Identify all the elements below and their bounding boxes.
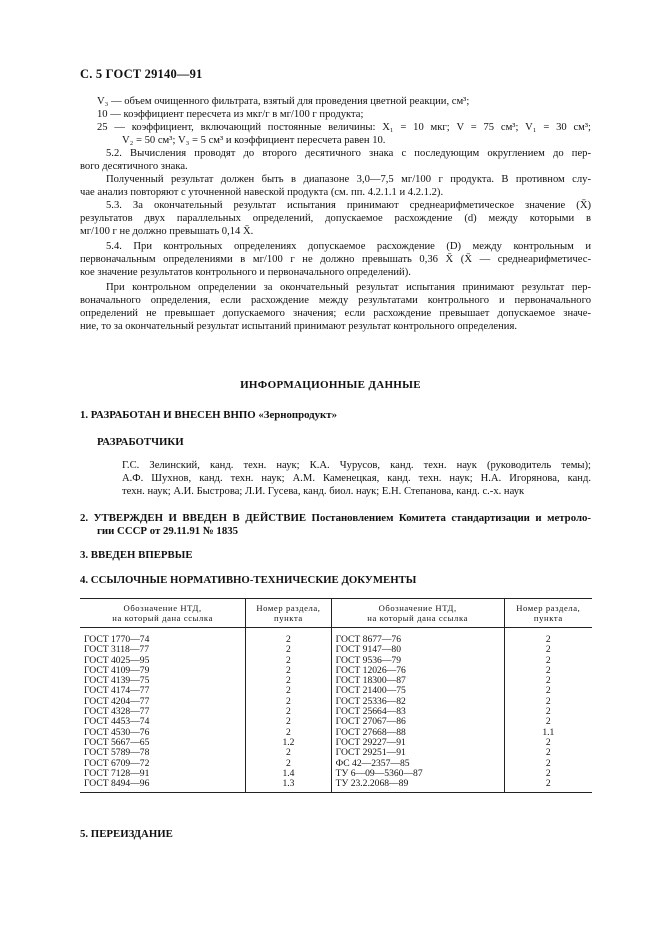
col-header-section-2-line-1: Номер раздела, xyxy=(516,603,581,613)
cell-section-2: 2 xyxy=(504,676,592,686)
para-control-line-3: определений не превышает допускаемого значения; если расхождение превышает допускаемое значе- xyxy=(80,308,591,319)
col-header-designation-2-line-2: на который дана ссылка xyxy=(367,613,469,623)
table-body xyxy=(80,628,592,793)
cell-designation-2: ГОСТ 27668—88 xyxy=(331,728,504,738)
cell-designation-2: ГОСТ 18300—87 xyxy=(331,676,504,686)
cell-designation-2: ГОСТ 12026—76 xyxy=(331,666,504,676)
reference-documents-table xyxy=(80,598,592,793)
para-5-2-line-1: 5.2. Вычисления проводят до второго десятичного знака с последующим округлением до пер- xyxy=(106,148,591,159)
para-control-line-1: При контрольном определении за окончательный результат испытания принимают результат пер- xyxy=(106,282,591,293)
cell-section-2: 2 xyxy=(504,759,592,769)
cell-section: 2 xyxy=(246,748,331,758)
cell-section-2: 2 xyxy=(504,666,592,676)
cell-section-2: 2 xyxy=(504,656,592,666)
cell-designation-2: ГОСТ 25664—83 xyxy=(331,707,504,717)
section-3-title: 3. ВВЕДЕН ВПЕРВЫЕ xyxy=(80,549,193,561)
table-row xyxy=(80,779,592,793)
info-title: ИНФОРМАЦИОННЫЕ ДАННЫЕ xyxy=(240,379,421,391)
para-5-3-line-3: мг/100 г не должно превышать 0,14 X̄. xyxy=(80,226,254,237)
col-header-section-2 xyxy=(504,599,592,628)
note-v3: V₃ — объем очищенного фильтрата, взятый для проведения цветной реакции, см³; xyxy=(97,96,470,107)
cell-designation: ГОСТ 4453—74 xyxy=(84,716,150,728)
note-10: 10 — коэффициент пересчета из мкг/г в мг/100 г продукта; xyxy=(97,109,364,120)
cell-section: 2 xyxy=(246,759,331,769)
cell-section-2: 2 xyxy=(504,717,592,727)
cell-designation: ГОСТ 4328—77 xyxy=(84,706,150,718)
table-header-row xyxy=(80,599,592,628)
section-2-line-2: гии СССР от 29.11.91 № 1835 xyxy=(97,525,239,537)
cell-section: 2 xyxy=(246,686,331,696)
cell-section-2: 1.1 xyxy=(504,728,592,738)
cell-section-2: 2 xyxy=(504,697,592,707)
cell-designation: ГОСТ 4109—79 xyxy=(84,664,150,676)
para-control-line-4: ние, то за окончательный результат испытаний принимают результат контрольного определения. xyxy=(80,321,517,332)
cell-designation-2: ГОСТ 25336—82 xyxy=(331,697,504,707)
para-5-3-line-2: результатов двух параллельных определений, допускаемое расхождение (d) между которыми в xyxy=(80,213,591,224)
cell-section: 1.3 xyxy=(246,779,331,793)
cell-designation: ГОСТ 5789—78 xyxy=(84,747,150,759)
cell-designation: ГОСТ 4174—77 xyxy=(84,685,150,697)
cell-designation: ГОСТ 4204—77 xyxy=(84,695,150,707)
cell-section: 2 xyxy=(246,728,331,738)
section-4-title: 4. ССЫЛОЧНЫЕ НОРМАТИВНО-ТЕХНИЧЕСКИЕ ДОКУМЕНТЫ xyxy=(80,574,417,586)
cell-section: 2 xyxy=(246,666,331,676)
col-header-designation xyxy=(80,599,246,628)
cell-designation-2: ГОСТ 9147—80 xyxy=(331,645,504,655)
cell-section-2: 2 xyxy=(504,645,592,655)
cell-designation: ГОСТ 1770—74 xyxy=(84,634,150,645)
cell-section: 2 xyxy=(246,717,331,727)
cell-designation: ГОСТ 3118—77 xyxy=(84,644,150,656)
developers-line-3: техн. наук; А.И. Быстрова; Л.И. Гусева, канд. биол. наук; Е.Н. Степанова, канд. с.-х. наук xyxy=(122,486,525,497)
para-5-3-line-1: 5.3. За окончательный результат испытания принимают среднеарифметическое значение (X̄) xyxy=(106,200,591,211)
cell-designation-2: ГОСТ 21400—75 xyxy=(331,686,504,696)
cell-designation: ГОСТ 8494—96 xyxy=(80,779,246,793)
cell-designation: ГОСТ 7128—91 xyxy=(84,767,150,779)
developers-title: РАЗРАБОТЧИКИ xyxy=(97,436,184,448)
cell-designation-2: ФС 42—2357—85 xyxy=(331,759,504,769)
table-row xyxy=(80,628,592,646)
cell-section: 2 xyxy=(246,676,331,686)
col-header-section-2-line-2: пункта xyxy=(533,613,563,623)
page-header: С. 5 ГОСТ 29140—91 xyxy=(80,67,203,81)
para-control-line-2: воначального определения, если расхождение между результатами контрольного и первоначального xyxy=(80,295,591,306)
cell-section-2: 2 xyxy=(504,628,592,646)
cell-section-2: 2 xyxy=(504,769,592,779)
col-header-section-line-1: Номер раздела, xyxy=(256,603,321,613)
cell-designation-2: ТУ 23.2.2068—89 xyxy=(331,779,504,793)
developers-line-1: Г.С. Зелинский, канд. техн. наук; К.А. Чурусов, канд. техн. наук (руководитель темы); xyxy=(122,460,591,471)
cell-designation: ГОСТ 6709—72 xyxy=(84,757,150,769)
cell-section: 2 xyxy=(246,707,331,717)
cell-designation-2: ГОСТ 27067—86 xyxy=(331,717,504,727)
cell-section: 2 xyxy=(246,645,331,655)
cell-designation: ГОСТ 4530—76 xyxy=(84,726,150,738)
cell-section-2: 2 xyxy=(504,686,592,696)
col-header-designation-line-1: Обозначение НТД, xyxy=(123,603,202,613)
col-header-section xyxy=(246,599,331,628)
note-25: 25 — коэффициент, включающий постоянные величины: X₁ = 10 мкг; V = 75 см³; V₁ = 30 см³; xyxy=(97,122,591,133)
cell-section-2: 2 xyxy=(504,748,592,758)
cell-section-2: 2 xyxy=(504,779,592,793)
para-5-4-line-2: первоначальным определениями в мг/100 г не должно превышать 0,36 X̄ (X̄ — среднеарифметичес- xyxy=(80,254,591,265)
para-result-line-1: Полученный результат должен быть в диапазоне 3,0—7,5 мг/100 г продукта. В противном слу- xyxy=(106,174,591,185)
para-5-2-line-2: вого десятичного знака. xyxy=(80,161,188,172)
cell-designation-2: ГОСТ 29227—91 xyxy=(331,738,504,748)
col-header-section-line-2: пункта xyxy=(274,613,303,623)
col-header-designation-2-line-1: Обозначение НТД, xyxy=(378,603,457,613)
cell-section-2: 2 xyxy=(504,738,592,748)
cell-designation-2: ГОСТ 9536—79 xyxy=(331,656,504,666)
section-5-title: 5. ПЕРЕИЗДАНИЕ xyxy=(80,828,173,840)
para-5-4-line-1: 5.4. При контрольных определениях допускаемое расхождение (D) между контрольным и xyxy=(106,241,591,252)
cell-designation-2: ТУ 6—09—5360—87 xyxy=(331,769,504,779)
cell-section: 2 xyxy=(246,656,331,666)
note-v2: V₂ = 50 см³; V₃ = 5 см³ и коэффициент пересчета равен 10. xyxy=(122,135,386,146)
section-2-line-1: 2. УТВЕРЖДЕН И ВВЕДЕН В ДЕЙСТВИЕ Постановлением Комитета стандартизации и метроло- xyxy=(80,512,591,524)
para-5-4-line-3: кое значение результатов контрольного и первоначального определений). xyxy=(80,267,411,278)
cell-designation: ГОСТ 4025—95 xyxy=(84,654,150,666)
col-header-designation-line-2: на который дана ссылка xyxy=(112,613,213,623)
cell-section: 2 xyxy=(246,697,331,707)
cell-section: 2 xyxy=(246,628,331,646)
cell-section-2: 2 xyxy=(504,707,592,717)
para-result-line-2: чае анализ повторяют с уточненной навеской продукта (см. пп. 4.2.1.1 и 4.2.1.2). xyxy=(80,187,444,198)
cell-section: 1.4 xyxy=(246,769,331,779)
developers-line-2: А.Ф. Шухнов, канд. техн. наук; А.М. Каменецкая, канд. техн. наук; Н.А. Игорянова, канд. xyxy=(122,473,591,484)
cell-designation: ГОСТ 4139—75 xyxy=(84,675,150,687)
cell-section: 1.2 xyxy=(246,738,331,748)
col-header-designation-2 xyxy=(331,599,504,628)
cell-designation-2: ГОСТ 29251—91 xyxy=(331,748,504,758)
section-1-title: 1. РАЗРАБОТАН И ВНЕСЕН ВНПО «Зернопродукт» xyxy=(80,409,337,421)
cell-designation-2: ГОСТ 8677—76 xyxy=(331,628,504,646)
cell-designation: ГОСТ 5667—65 xyxy=(84,736,150,748)
